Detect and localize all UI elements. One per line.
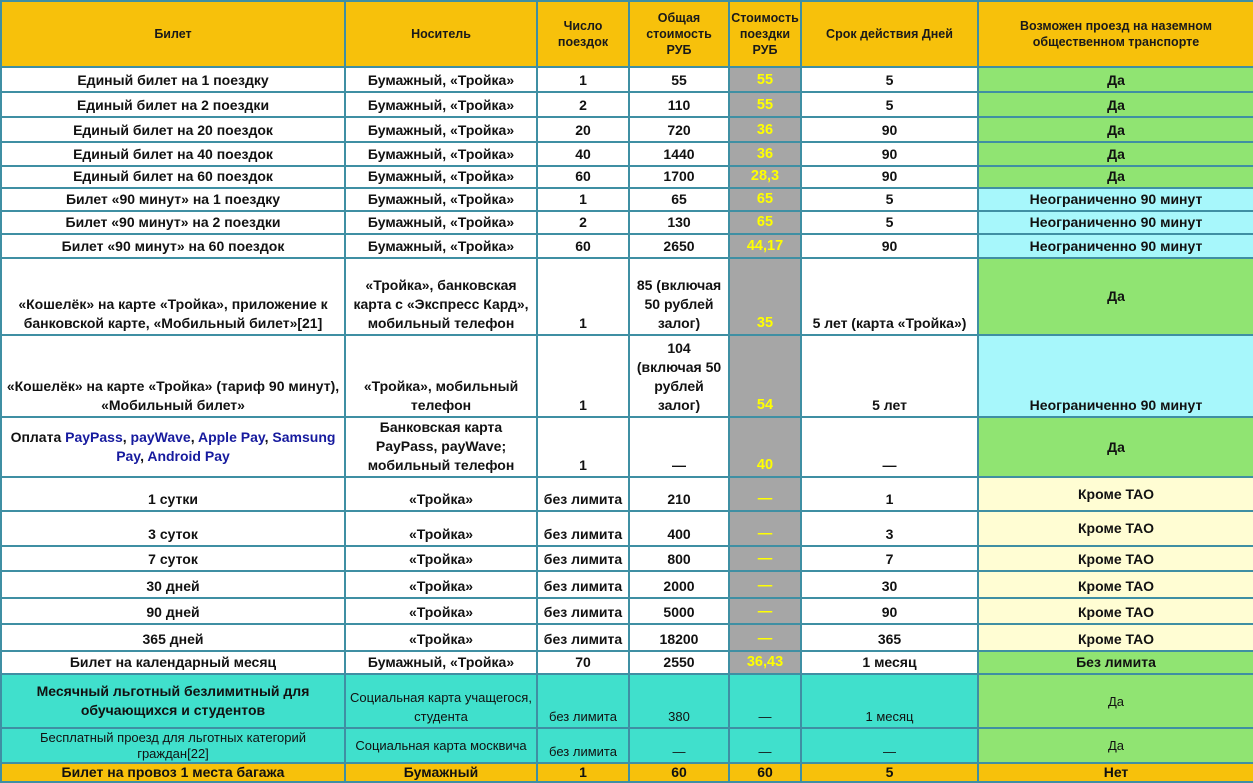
cell-carrier: «Тройка» [345, 546, 537, 571]
cell-per-trip: 35 [729, 258, 801, 335]
cell-trips: без лимита [537, 728, 629, 763]
cell-surface: Да [978, 258, 1253, 335]
header-trips: Число поездок [537, 1, 629, 67]
cell-surface: Неограниченно 90 минут [978, 335, 1253, 417]
header-carrier: Носитель [345, 1, 537, 67]
cell-per-trip: — [729, 571, 801, 598]
cell-validity: 7 [801, 546, 978, 571]
cell-surface: Да [978, 166, 1253, 188]
cell-surface: Да [978, 142, 1253, 166]
cell-validity: 30 [801, 571, 978, 598]
cell-surface: Неограниченно 90 минут [978, 234, 1253, 258]
cell-carrier: Бумажный [345, 763, 537, 782]
cell-trips: 2 [537, 92, 629, 117]
table-row [1, 763, 1253, 782]
table-row [1, 624, 1253, 651]
cell-carrier: Бумажный, «Тройка» [345, 67, 537, 92]
cell-carrier: «Тройка» [345, 598, 537, 624]
cell-trips: 1 [537, 417, 629, 477]
cell-ticket: Билет «90 минут» на 60 поездок [1, 234, 345, 258]
table-row [1, 166, 1253, 188]
cell-ticket: Месячный льготный безлимитный для обучающихся и студентов [1, 674, 345, 728]
cell-validity: 90 [801, 166, 978, 188]
cell-per-trip: — [729, 546, 801, 571]
table-row [1, 571, 1253, 598]
cell-carrier: «Тройка» [345, 571, 537, 598]
cell-surface: Кроме ТАО [978, 477, 1253, 511]
cell-total: — [629, 417, 729, 477]
cell-trips: 60 [537, 234, 629, 258]
cell-surface: Да [978, 417, 1253, 477]
cell-ticket: Единый билет на 1 поездку [1, 67, 345, 92]
cell-per-trip: 65 [729, 211, 801, 234]
table-row [1, 651, 1253, 674]
cell-carrier: Бумажный, «Тройка» [345, 117, 537, 142]
text-samsung-pay: Samsung Pay [116, 429, 336, 464]
cell-carrier: Бумажный, «Тройка» [345, 142, 537, 166]
cell-ticket: 365 дней [1, 624, 345, 651]
cell-total: 720 [629, 117, 729, 142]
header-validity: Срок действия Дней [801, 1, 978, 67]
cell-total: 800 [629, 546, 729, 571]
cell-trips: без лимита [537, 546, 629, 571]
cell-trips: 20 [537, 117, 629, 142]
cell-ticket: 30 дней [1, 571, 345, 598]
cell-validity: 5 [801, 211, 978, 234]
cell-total: — [629, 728, 729, 763]
cell-total: 2000 [629, 571, 729, 598]
cell-validity: 90 [801, 142, 978, 166]
cell-per-trip: 65 [729, 188, 801, 211]
table-row [1, 92, 1253, 117]
cell-ticket: «Кошелёк» на карте «Тройка», приложение к банковской карте, «Мобильный билет»[21] [1, 258, 345, 335]
cell-validity: 5 [801, 92, 978, 117]
cell-ticket: Бесплатный проезд для льготных категорий граждан[22] [1, 728, 345, 763]
cell-total: 1700 [629, 166, 729, 188]
cell-per-trip: — [729, 674, 801, 728]
cell-validity: — [801, 417, 978, 477]
cell-surface: Неограниченно 90 минут [978, 211, 1253, 234]
cell-total: 104 (включая 50 рублей залог) [629, 335, 729, 417]
cell-surface: Кроме ТАО [978, 546, 1253, 571]
table-row [1, 417, 1253, 477]
cell-total: 400 [629, 511, 729, 546]
cell-per-trip: 28,3 [729, 166, 801, 188]
cell-surface: Без лимита [978, 651, 1253, 674]
cell-ticket: Билет на календарный месяц [1, 651, 345, 674]
cell-ticket: Единый билет на 60 поездок [1, 166, 345, 188]
table-row [1, 335, 1253, 417]
cell-carrier: Банковская карта PayPass, payWave; мобильный телефон [345, 417, 537, 477]
text-paywave: payWave [130, 429, 191, 445]
table-row [1, 258, 1253, 335]
cell-ticket: 3 суток [1, 511, 345, 546]
cell-total: 1440 [629, 142, 729, 166]
cell-total: 110 [629, 92, 729, 117]
cell-trips: 70 [537, 651, 629, 674]
cell-trips: 1 [537, 67, 629, 92]
cell-ticket: Билет «90 минут» на 1 поездку [1, 188, 345, 211]
cell-trips: без лимита [537, 511, 629, 546]
table-row [1, 546, 1253, 571]
cell-trips: без лимита [537, 477, 629, 511]
cell-total: 85 (включая 50 рублей залог) [629, 258, 729, 335]
text-apple-pay: Apple Pay [197, 429, 265, 445]
cell-validity: 5 лет [801, 335, 978, 417]
cell-per-trip: 60 [729, 763, 801, 782]
cell-carrier: «Тройка» [345, 511, 537, 546]
cell-per-trip: 55 [729, 92, 801, 117]
cell-trips: 1 [537, 335, 629, 417]
cell-validity: 1 месяц [801, 651, 978, 674]
table-row [1, 511, 1253, 546]
cell-validity: 1 [801, 477, 978, 511]
text-pay-prefix: Оплата [10, 429, 66, 445]
cell-trips: 2 [537, 211, 629, 234]
cell-surface: Да [978, 728, 1253, 763]
cell-total: 55 [629, 67, 729, 92]
cell-carrier: Бумажный, «Тройка» [345, 92, 537, 117]
cell-total: 5000 [629, 598, 729, 624]
cell-validity: 5 лет (карта «Тройка») [801, 258, 978, 335]
cell-validity: 3 [801, 511, 978, 546]
cell-per-trip: — [729, 728, 801, 763]
cell-per-trip: — [729, 624, 801, 651]
cell-trips: без лимита [537, 571, 629, 598]
cell-per-trip: — [729, 598, 801, 624]
cell-carrier: Бумажный, «Тройка» [345, 211, 537, 234]
text-android-pay: Android Pay [147, 448, 230, 464]
cell-validity: 365 [801, 624, 978, 651]
cell-total: 130 [629, 211, 729, 234]
cell-ticket: 1 сутки [1, 477, 345, 511]
cell-carrier: «Тройка», мобильный телефон [345, 335, 537, 417]
cell-surface: Неограниченно 90 минут [978, 188, 1253, 211]
cell-surface: Да [978, 674, 1253, 728]
cell-ticket: 90 дней [1, 598, 345, 624]
table-row [1, 142, 1253, 166]
cell-per-trip: — [729, 511, 801, 546]
cell-trips: 60 [537, 166, 629, 188]
cell-ticket: Единый билет на 2 поездки [1, 92, 345, 117]
text-sep: , [190, 429, 198, 445]
cell-per-trip: 36 [729, 142, 801, 166]
cell-per-trip: 44,17 [729, 234, 801, 258]
cell-ticket: 7 суток [1, 546, 345, 571]
table-row [1, 477, 1253, 511]
cell-trips: без лимита [537, 598, 629, 624]
cell-carrier: «Тройка» [345, 477, 537, 511]
cell-carrier: Социальная карта москвича [345, 728, 537, 763]
header-ticket: Билет [1, 1, 345, 67]
cell-surface: Кроме ТАО [978, 511, 1253, 546]
cell-per-trip: — [729, 477, 801, 511]
header-row [1, 1, 1253, 67]
cell-trips: 40 [537, 142, 629, 166]
cell-total: 380 [629, 674, 729, 728]
table-row [1, 117, 1253, 142]
table-row [1, 674, 1253, 728]
text-sep: , [122, 429, 131, 445]
cell-trips: 1 [537, 188, 629, 211]
cell-validity: 5 [801, 67, 978, 92]
cell-validity: 90 [801, 117, 978, 142]
cell-per-trip: 36 [729, 117, 801, 142]
table-row [1, 598, 1253, 624]
cell-validity: 90 [801, 598, 978, 624]
cell-ticket [1, 417, 345, 477]
cell-surface: Кроме ТАО [978, 571, 1253, 598]
cell-total: 60 [629, 763, 729, 782]
cell-surface: Кроме ТАО [978, 598, 1253, 624]
cell-ticket: Билет «90 минут» на 2 поездки [1, 211, 345, 234]
cell-surface: Да [978, 67, 1253, 92]
cell-per-trip: 40 [729, 417, 801, 477]
text-sep: , [140, 448, 148, 464]
cell-surface: Да [978, 92, 1253, 117]
cell-validity: 5 [801, 188, 978, 211]
header-surface: Возможен проезд на наземном общественном транспорте [978, 1, 1253, 67]
cell-validity: 1 месяц [801, 674, 978, 728]
cell-total: 65 [629, 188, 729, 211]
table-row [1, 67, 1253, 92]
cell-ticket: Билет на провоз 1 места багажа [1, 763, 345, 782]
table-row [1, 234, 1253, 258]
cell-carrier: Бумажный, «Тройка» [345, 234, 537, 258]
cell-trips: 1 [537, 763, 629, 782]
cell-total: 2550 [629, 651, 729, 674]
cell-per-trip: 54 [729, 335, 801, 417]
cell-total: 210 [629, 477, 729, 511]
cell-validity: 90 [801, 234, 978, 258]
cell-validity: — [801, 728, 978, 763]
cell-ticket: Единый билет на 40 поездок [1, 142, 345, 166]
cell-trips: без лимита [537, 674, 629, 728]
cell-carrier: Бумажный, «Тройка» [345, 166, 537, 188]
header-total: Общая стоимость РУБ [629, 1, 729, 67]
cell-surface: Нет [978, 763, 1253, 782]
cell-trips: 1 [537, 258, 629, 335]
text-sep: , [264, 429, 273, 445]
cell-carrier: «Тройка», банковская карта с «Экспресс Кард», мобильный телефон [345, 258, 537, 335]
cell-carrier: Социальная карта учащегося, студента [345, 674, 537, 728]
table-row [1, 728, 1253, 763]
cell-ticket: Единый билет на 20 поездок [1, 117, 345, 142]
cell-carrier: Бумажный, «Тройка» [345, 188, 537, 211]
cell-trips: без лимита [537, 624, 629, 651]
table-row [1, 211, 1253, 234]
cell-carrier: «Тройка» [345, 624, 537, 651]
table-row [1, 188, 1253, 211]
cell-per-trip: 36,43 [729, 651, 801, 674]
cell-surface: Да [978, 117, 1253, 142]
cell-surface: Кроме ТАО [978, 624, 1253, 651]
cell-carrier: Бумажный, «Тройка» [345, 651, 537, 674]
cell-total: 2650 [629, 234, 729, 258]
cell-validity: 5 [801, 763, 978, 782]
cell-total: 18200 [629, 624, 729, 651]
cell-ticket: «Кошелёк» на карте «Тройка» (тариф 90 минут), «Мобильный билет» [1, 335, 345, 417]
cell-per-trip: 55 [729, 67, 801, 92]
header-per-trip: Стоимость поездки РУБ [729, 1, 801, 67]
text-paypass: PayPass [65, 429, 123, 445]
